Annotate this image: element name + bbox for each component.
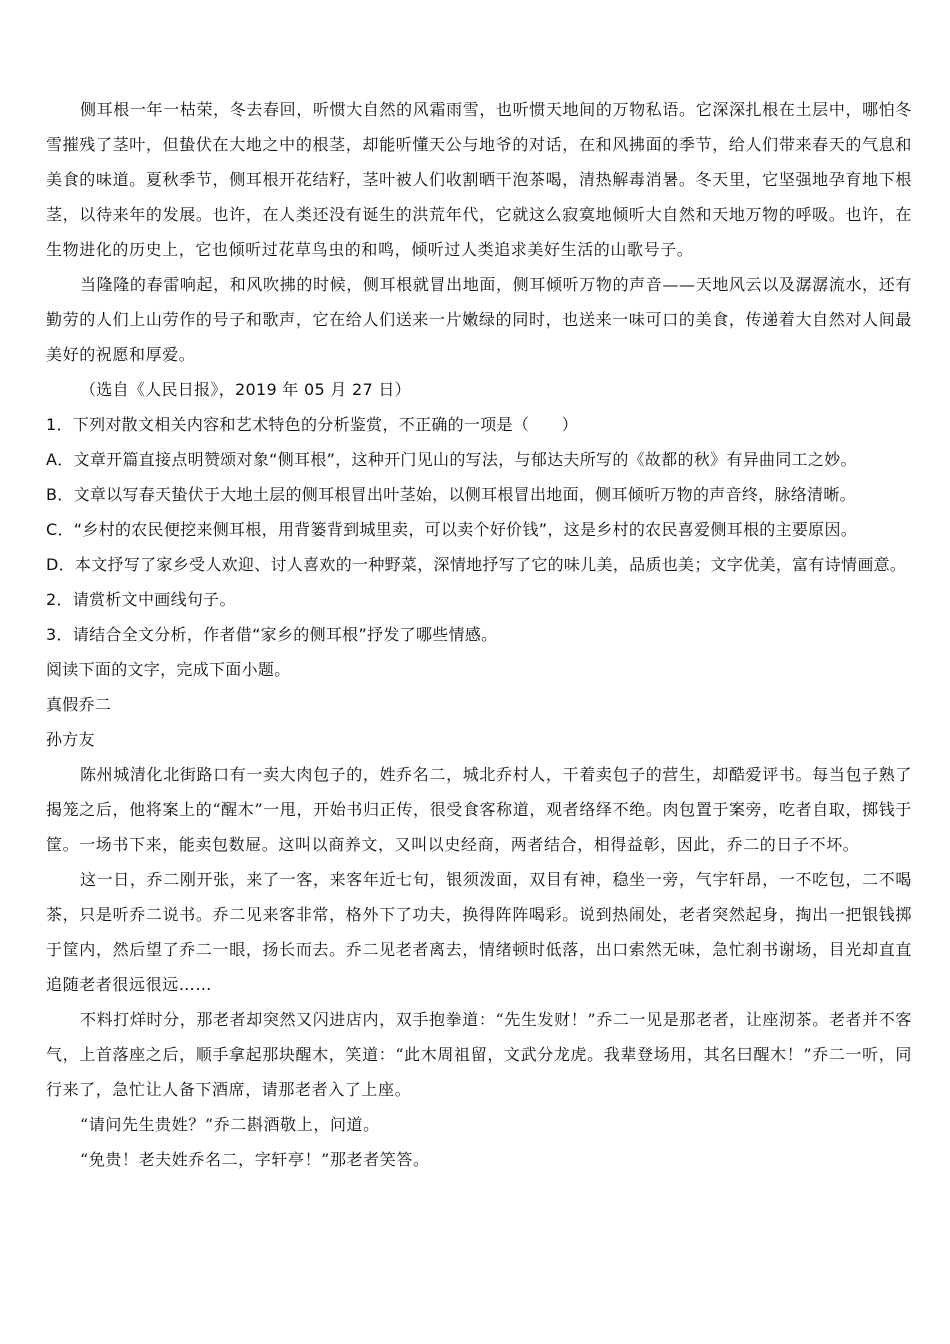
question-3: 3．请结合全文分析，作者借“家乡的侧耳根”抒发了哪些情感。 [46, 625, 498, 644]
question-1: 1．下列对散文相关内容和艺术特色的分析鉴赏，不正确的一项是（ ） [46, 415, 579, 434]
story-paragraph: 不料打烊时分，那老者却突然又闪进店内，双手抱拳道：“先生发财！”乔二一见是那老者，让座沏茶。老者并不客气，上首落座之后，顺手拿起那块醒木，笑道：“此木周祖留，文武分龙虎。我辈登场用，其名曰醒木！”乔二一听，同行来了，急忙让人备下酒席，请那老者入了上座。 [46, 1010, 912, 1099]
essay-paragraph: 侧耳根一年一枯荣，冬去春回，听惯大自然的风霜雨雪，也听惯天地间的万物私语。它深深扎根在土层中，哪怕冬雪摧残了茎叶，但蛰伏在大地之中的根茎，却能听懂天公与地爷的对话，在和风拂面的季节，给人们带来春天的气息和美食的味道。夏秋季节，侧耳根开花结籽，茎叶被人们收割晒干泡茶喝，清热解毒消暑。冬天里，它坚强地孕育地下根茎，以待来年的发展。也许，在人类还没有诞生的洪荒年代，它就这么寂寞地倾听大自然和天地万物的呼吸。也许，在生物进化的历史上，它也倾听过花草鸟虫的和鸣，倾听过人类追求美好生活的山歌号子。 [46, 100, 912, 259]
option-a: A．文章开篇直接点明赞颂对象“侧耳根”，这种开门见山的写法，与郁达夫所写的《故都的秋》有异曲同工之妙。 [46, 450, 857, 469]
option-d: D．本文抒写了家乡受人欢迎、讨人喜欢的一种野菜，深情地抒写了它的味儿美，品质也美；文字优美，富有诗情画意。 [46, 555, 907, 574]
story-author: 孙方友 [46, 730, 95, 749]
document-page [46, 92, 912, 1177]
story-title: 真假乔二 [46, 695, 112, 714]
story-paragraph: “请问先生贵姓？”乔二斟酒敬上，问道。 [80, 1115, 380, 1134]
story-paragraph: “免贵！老夫姓乔名二，字轩亭！”那老者笑答。 [80, 1150, 430, 1169]
story-paragraph: 陈州城清化北街路口有一卖大肉包子的，姓乔名二，城北乔村人，干着卖包子的营生，却酷爱评书。每当包子熟了揭笼之后，他将案上的“醒木”一甩，开始书归正传，很受食客称道，观者络绎不绝。肉包置于案旁，吃者自取，掷钱于筐。一场书下来，能卖包数屉。这叫以商养文，又叫以史经商，两者结合，相得益彰，因此，乔二的日子不坏。 [46, 765, 912, 854]
question-2: 2．请赏析文中画线句子。 [46, 590, 236, 609]
reading-instruction: 阅读下面的文字，完成下面小题。 [46, 660, 291, 679]
option-b: B．文章以写春天蛰伏于大地土层的侧耳根冒出叶茎始，以侧耳根冒出地面，侧耳倾听万物的声音终，脉络清晰。 [46, 485, 856, 504]
option-c: C．“乡村的农民便挖来侧耳根，用背篓背到城里卖，可以卖个好价钱”，这是乡村的农民喜爱侧耳根的主要原因。 [46, 520, 858, 539]
story-paragraph: 这一日，乔二刚开张，来了一客，来客年近七旬，银须泼面，双目有神，稳坐一旁，气宇轩昂，一不吃包，二不喝茶，只是听乔二说书。乔二见来客非常，格外下了功夫，换得阵阵喝彩。说到热闹处，老者突然起身，掏出一把银钱掷于筐内，然后望了乔二一眼，扬长而去。乔二见老者离去，情绪顿时低落，出口索然无味，急忙刹书谢场，目光却直直追随老者很远很远…… [46, 870, 912, 994]
essay-source: （选自《人民日报》，2019 年 05 月 27 日） [80, 380, 411, 399]
essay-paragraph: 当隆隆的春雷响起，和风吹拂的时候，侧耳根就冒出地面，侧耳倾听万物的声音——天地风云以及潺潺流水，还有勤劳的人们上山劳作的号子和歌声，它在给人们送来一片嫩绿的同时，也送来一味可口的美食，传递着大自然对人间最美好的祝愿和厚爱。 [46, 275, 912, 364]
